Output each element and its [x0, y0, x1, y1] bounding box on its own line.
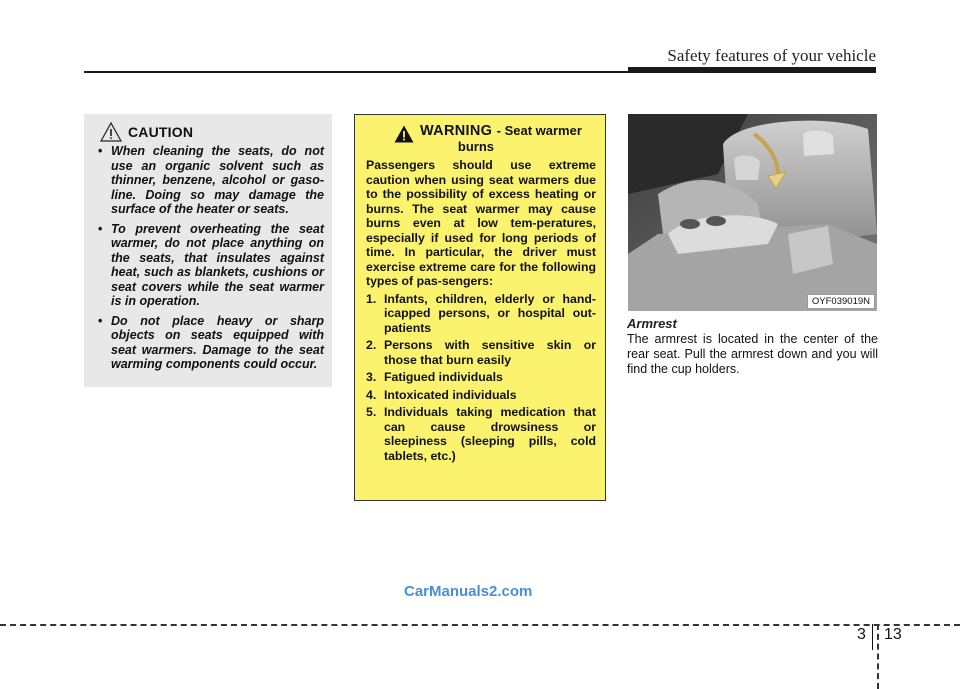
warning-item-text: Intoxicated individuals	[384, 387, 517, 402]
caution-triangle-icon	[100, 122, 122, 142]
armrest-description: The armrest is located in the center of the rear seat. Pull the armrest down and you will find the cup holders.	[627, 332, 878, 376]
warning-item	[366, 370, 596, 385]
warning-item-text: Persons with sensitive skin or those that burn easily	[384, 338, 596, 367]
page-header-title: Safety features of your vehicle	[667, 46, 876, 65]
caution-item: • When cleaning the seats, do not use an organic solvent such as thinner, benzene, alcohol or gaso-line. Doing so may damage the surface of the heater or seats.	[96, 144, 324, 217]
warning-body: Passengers should use extreme caution when using seat warmers due to the possibility of excess heating or burns. The seat warmer may cause burns even at low tem-peratures, especially if used for long periods of time. In particular, the driver must exercise extreme care for the following types of pas-sengers:	[366, 158, 596, 288]
warning-item-number: 2.	[366, 338, 377, 352]
rear-seat-illustration	[628, 114, 877, 311]
warning-heading	[366, 123, 596, 155]
warning-item-text: Fatigued individuals	[384, 370, 503, 384]
warning-box	[354, 114, 606, 501]
header-rule-accent	[628, 67, 876, 71]
caution-box	[84, 114, 332, 387]
figure-label: OYF039019N	[807, 294, 875, 309]
warning-subtitle: - Seat warmer	[496, 123, 582, 138]
armrest-photo	[628, 114, 877, 311]
footer-dashed-rule	[0, 624, 960, 626]
header-rule	[84, 71, 876, 73]
caution-item: • To prevent overheating the seat warmer, do not place anything on the seats, that insulates against heat, such as blankets, cushions or seat covers while the seat warmer is in operation.	[96, 222, 324, 309]
warning-item-number: 1.	[366, 291, 377, 306]
warning-subtitle-cont: burns	[457, 139, 495, 154]
page-number-separator	[872, 624, 873, 650]
warning-item-text: Infants, children, elderly or hand-icapped persons, or hospital out-patients	[384, 291, 596, 335]
warning-item	[366, 338, 596, 367]
page-section-number: 3	[857, 626, 866, 643]
caution-title: CAUTION	[128, 124, 194, 140]
warning-list	[366, 292, 596, 464]
warning-item	[366, 388, 596, 403]
warning-item-number: 3.	[366, 370, 377, 384]
caution-item: • Do not place heavy or sharp objects on seats equipped with seat warmers. Damage to the seat warming components could occur.	[96, 314, 324, 372]
warning-item-text: Individuals taking medication that can cause drowsiness or sleepiness (sleeping pills, cold tablets, etc.)	[384, 405, 596, 463]
footer-dashed-vertical	[877, 624, 879, 689]
armrest-heading: Armrest	[627, 316, 677, 331]
page-number: 13	[884, 626, 902, 643]
warning-title: WARNING	[420, 123, 493, 139]
warning-item	[366, 405, 596, 463]
watermark-link[interactable]: CarManuals2.com	[404, 583, 533, 600]
caution-list	[96, 144, 324, 372]
caution-heading	[100, 122, 324, 142]
warning-item-number: 5.	[366, 405, 377, 419]
warning-item-number: 4.	[366, 387, 377, 402]
warning-item	[366, 292, 596, 336]
